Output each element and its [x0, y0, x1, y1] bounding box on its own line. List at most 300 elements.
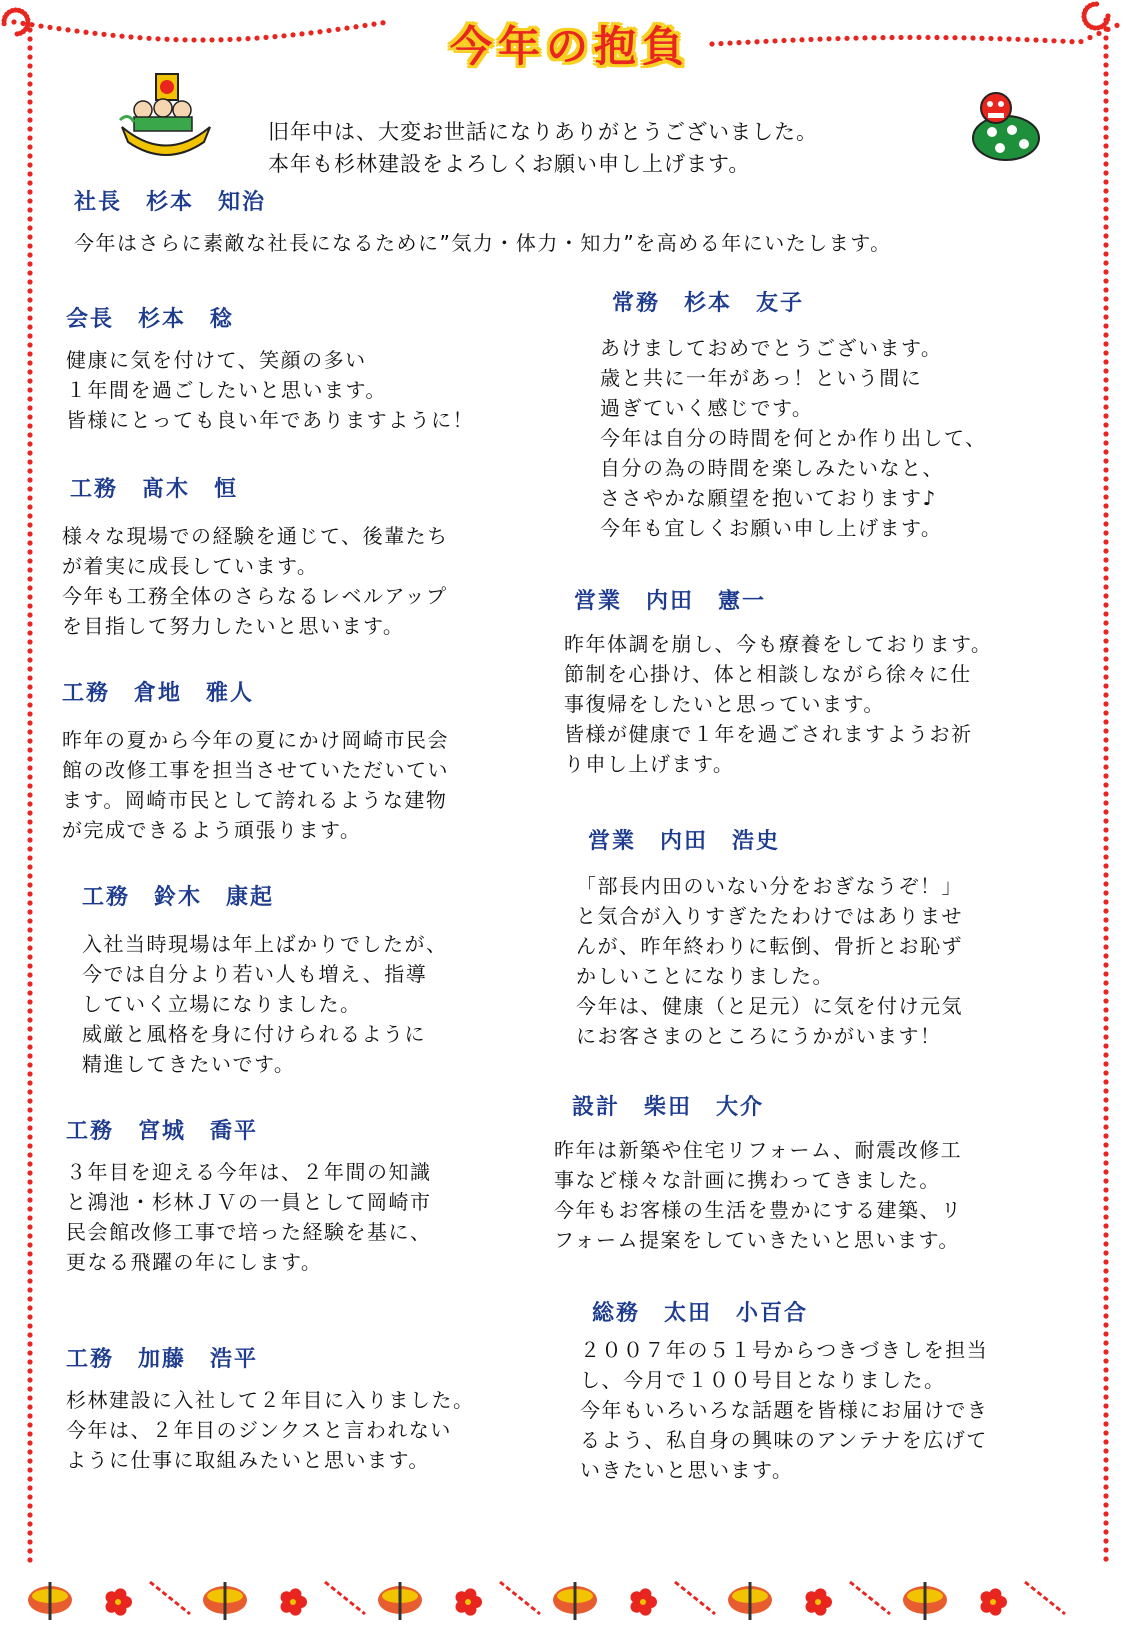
border-dot — [27, 576, 32, 581]
border-dot — [20, 21, 25, 26]
border-dot — [27, 198, 32, 203]
border-dot — [27, 1323, 32, 1328]
border-dot — [1103, 692, 1108, 697]
border-dot — [1103, 1142, 1108, 1147]
border-dot — [1103, 962, 1108, 967]
border-dot — [1069, 39, 1074, 44]
border-dot — [1094, 1, 1099, 6]
border-dot — [27, 1305, 32, 1310]
border-dot — [27, 225, 32, 230]
border-dot — [22, 11, 27, 16]
border-dot — [27, 360, 32, 365]
section-jomu — [600, 286, 987, 543]
border-dot — [1103, 1358, 1108, 1363]
border-dot — [1103, 1493, 1108, 1498]
border-dot — [245, 36, 250, 41]
border-dot — [1103, 89, 1108, 94]
border-dot — [1103, 1025, 1108, 1030]
border-dot — [1103, 1016, 1108, 1021]
border-dot — [27, 999, 32, 1004]
border-dot — [1103, 1412, 1108, 1417]
border-dot — [1103, 1061, 1108, 1066]
page-title: 今年の抱負 — [449, 22, 690, 71]
border-dot — [27, 324, 32, 329]
border-dot — [1105, 17, 1110, 22]
border-dot — [27, 1440, 32, 1445]
border-dot — [27, 135, 32, 140]
border-dot — [1103, 584, 1108, 589]
border-dot — [1103, 269, 1108, 274]
border-dot — [1103, 1331, 1108, 1336]
border-dot — [1103, 350, 1108, 355]
greeting-line: 本年も杉林建設をよろしくお願い申し上げます。 — [268, 152, 751, 176]
border-dot — [1103, 953, 1108, 958]
border-dot — [27, 1377, 32, 1382]
border-dot — [1103, 656, 1108, 661]
border-dot — [27, 918, 32, 923]
border-dot — [1103, 944, 1108, 949]
message-line: り申し上げます。 — [564, 752, 735, 776]
border-dot — [15, 31, 20, 36]
border-dot — [27, 1467, 32, 1472]
border-dot — [1114, 23, 1119, 28]
border-dot — [27, 1449, 32, 1454]
border-dot — [1103, 899, 1108, 904]
border-dot — [27, 603, 32, 608]
message-line: あけましておめでとうございます。 — [600, 336, 943, 360]
border-dot — [1103, 611, 1108, 616]
message-line: 事復帰をしたいと思っています。 — [564, 692, 885, 716]
border-dot — [27, 585, 32, 590]
border-dot — [27, 756, 32, 761]
border-dot — [27, 594, 32, 599]
border-dot — [27, 909, 32, 914]
message-line: 過ぎていく感じです。 — [600, 396, 814, 420]
border-dot — [308, 30, 313, 35]
border-dot — [1103, 827, 1108, 832]
border-dot — [1051, 38, 1056, 43]
border-dot — [47, 25, 52, 30]
message-line: ます。岡崎市民として誇れるような建物 — [62, 788, 448, 812]
message-line: と鴻池・杉林ＪＶの一員として岡崎市 — [66, 1190, 432, 1214]
border-dot — [27, 1350, 32, 1355]
border-dot — [1103, 674, 1108, 679]
border-dot — [27, 1314, 32, 1319]
border-dot — [27, 1404, 32, 1409]
staff-message — [62, 521, 449, 641]
border-dot — [218, 37, 223, 42]
border-dot — [27, 1476, 32, 1481]
border-dot — [1103, 431, 1108, 436]
border-dot — [1103, 1403, 1108, 1408]
border-dot — [1085, 5, 1090, 10]
border-dot — [27, 1395, 32, 1400]
border-dot — [1103, 629, 1108, 634]
border-dot — [27, 1530, 32, 1535]
border-dot — [27, 1422, 32, 1427]
border-dot — [835, 36, 840, 41]
border-dot — [1103, 602, 1108, 607]
border-dot — [27, 432, 32, 437]
border-dot — [27, 1494, 32, 1499]
border-dot — [1103, 836, 1108, 841]
border-dot — [754, 39, 759, 44]
border-dot — [1103, 1241, 1108, 1246]
border-dot — [27, 54, 32, 59]
message-line: いきたいと思います。 — [580, 1458, 794, 1482]
rope-icon — [1025, 1582, 1065, 1614]
border-dot — [27, 1026, 32, 1031]
border-dot — [7, 9, 12, 14]
border-dot — [27, 702, 32, 707]
border-dot — [1103, 1466, 1108, 1471]
border-dot — [1103, 503, 1108, 508]
border-dot — [1103, 512, 1108, 517]
border-dot — [1103, 1448, 1108, 1453]
border-dot — [236, 36, 241, 41]
border-dot — [27, 1134, 32, 1139]
section-president — [74, 185, 892, 258]
section-miyagi — [66, 1114, 432, 1277]
border-dot — [1103, 989, 1108, 994]
border-dot — [27, 207, 32, 212]
border-dot — [1103, 1034, 1108, 1039]
border-dot — [1103, 593, 1108, 598]
message-line: かしいことになりました。 — [576, 964, 834, 988]
border-dot — [27, 369, 32, 374]
border-dot — [263, 35, 268, 40]
border-dot — [25, 17, 30, 22]
border-dot — [1103, 863, 1108, 868]
border-dot — [27, 981, 32, 986]
border-dot — [27, 1458, 32, 1463]
border-dot — [1103, 143, 1108, 148]
border-dot — [898, 35, 903, 40]
border-dot — [27, 387, 32, 392]
border-dot — [1103, 980, 1108, 985]
border-dot — [27, 1341, 32, 1346]
rope-icon — [675, 1582, 715, 1614]
border-dot — [1103, 278, 1108, 283]
border-dot — [1103, 1169, 1108, 1174]
border-dot — [1103, 566, 1108, 571]
border-dot — [1103, 917, 1108, 922]
border-dot — [38, 23, 43, 28]
border-dot — [27, 900, 32, 905]
border-dot — [27, 522, 32, 527]
border-dot — [1103, 683, 1108, 688]
new-year-greeting — [268, 116, 818, 180]
border-dot — [27, 1485, 32, 1490]
border-dot — [13, 7, 18, 12]
border-dot — [1033, 37, 1038, 42]
border-dot — [27, 1512, 32, 1517]
border-dot — [781, 38, 786, 43]
staff-name: 工務 加藤 浩平 — [66, 1347, 259, 1372]
border-dot — [1103, 125, 1108, 130]
border-dot — [326, 28, 331, 33]
message-line: ３年目を迎える今年は、２年間の知識 — [66, 1160, 432, 1184]
border-dot — [1103, 494, 1108, 499]
border-dot — [1103, 368, 1108, 373]
border-dot — [1103, 1520, 1108, 1525]
message-line: 健康に気を付けて、笑顔の多い — [66, 348, 367, 372]
plum-flower-icon — [806, 1588, 832, 1615]
border-dot — [1103, 359, 1108, 364]
border-dot — [1103, 1376, 1108, 1381]
spinning-top-icon — [553, 1582, 597, 1620]
message-line: 「部長内田のいない分をおぎなうぞ！」 — [576, 874, 963, 898]
section-takagi — [62, 472, 449, 641]
border-dot — [27, 1287, 32, 1292]
border-dot — [1103, 1259, 1108, 1264]
border-dot — [1024, 37, 1029, 42]
border-dot — [74, 28, 79, 33]
staff-name: 工務 宮城 喬平 — [66, 1119, 259, 1144]
border-dot — [1103, 1385, 1108, 1390]
border-dot — [27, 774, 32, 779]
border-dot — [1103, 80, 1108, 85]
border-dot — [83, 30, 88, 35]
border-dot — [1103, 1214, 1108, 1219]
border-dot — [1103, 1340, 1108, 1345]
border-dot — [1103, 1232, 1108, 1237]
border-dot — [27, 567, 32, 572]
border-dot — [27, 747, 32, 752]
border-dot — [27, 783, 32, 788]
border-dot — [27, 873, 32, 878]
border-dot — [1103, 161, 1108, 166]
border-dot — [1103, 1502, 1108, 1507]
border-dot — [27, 1278, 32, 1283]
border-dot — [1103, 665, 1108, 670]
border-dot — [27, 1008, 32, 1013]
message-line: 皆様が健康で１年を過ごされますようお祈 — [564, 722, 973, 746]
plum-flower-icon — [281, 1588, 307, 1615]
border-dot — [27, 1413, 32, 1418]
border-dot — [1103, 341, 1108, 346]
border-dot — [1103, 314, 1108, 319]
border-dot — [1103, 53, 1108, 58]
staff-name: 総務 太田 小百合 — [592, 1301, 809, 1326]
border-dot — [155, 36, 160, 41]
border-dot — [1103, 1457, 1108, 1462]
border-dot — [29, 22, 34, 27]
border-dot — [1103, 1124, 1108, 1129]
border-dot — [1103, 251, 1108, 256]
border-dot — [27, 288, 32, 293]
border-dot — [380, 20, 385, 25]
border-dot — [1042, 38, 1047, 43]
border-dot — [934, 35, 939, 40]
section-uchida-kenichi — [564, 584, 993, 779]
border-dot — [18, 31, 23, 36]
border-dot — [1103, 413, 1108, 418]
border-dot — [1103, 485, 1108, 490]
border-dot — [4, 12, 9, 17]
border-dot — [27, 711, 32, 716]
message-line: るよう、私自身の興味のアンテナを広げて — [580, 1428, 988, 1452]
border-dot — [27, 549, 32, 554]
border-dot — [27, 1539, 32, 1544]
border-dot — [27, 1170, 32, 1175]
border-dot — [27, 1152, 32, 1157]
border-dot — [1103, 1295, 1108, 1300]
border-dot — [1103, 539, 1108, 544]
border-dot — [27, 1269, 32, 1274]
border-dot — [27, 990, 32, 995]
border-dot — [1103, 935, 1108, 940]
border-dot — [1103, 791, 1108, 796]
border-dot — [2, 18, 7, 23]
border-dot — [1103, 206, 1108, 211]
message-line: 昨年体調を崩し、今も療養をしております。 — [564, 632, 993, 656]
border-dot — [1103, 1052, 1108, 1057]
staff-name: 常務 杉本 友子 — [612, 291, 805, 316]
border-dot — [27, 810, 32, 815]
section-kurachi — [62, 676, 449, 845]
border-dot — [1103, 467, 1108, 472]
border-dot — [1103, 44, 1108, 49]
border-dot — [1103, 854, 1108, 859]
border-dot — [1103, 1196, 1108, 1201]
section-uchida-hiroshi — [576, 824, 963, 1051]
border-dot — [27, 864, 32, 869]
border-dot — [27, 1386, 32, 1391]
border-dot — [1103, 1394, 1108, 1399]
border-dot — [1103, 701, 1108, 706]
border-dot — [1087, 35, 1092, 40]
border-dot — [1101, 22, 1106, 27]
border-dot — [27, 693, 32, 698]
message-line: 昨年は新築や住宅リフォーム、耐震改修工 — [554, 1138, 963, 1162]
border-dot — [1103, 188, 1108, 193]
border-dot — [191, 37, 196, 42]
message-line: 今年は、健康（と足元）に気を付け元気 — [576, 994, 963, 1018]
border-dot — [1096, 31, 1101, 36]
border-dot — [1103, 395, 1108, 400]
border-dot — [146, 36, 151, 41]
border-dot — [1103, 764, 1108, 769]
staff-message — [580, 1335, 989, 1485]
border-dot — [1103, 746, 1108, 751]
border-dot — [1103, 1115, 1108, 1120]
section-ota — [580, 1296, 989, 1485]
border-dot — [1103, 1268, 1108, 1273]
border-dot — [1092, 25, 1097, 30]
border-dot — [1103, 908, 1108, 913]
border-dot — [1103, 71, 1108, 76]
border-dot — [1082, 17, 1087, 22]
border-dot — [1103, 881, 1108, 886]
border-dot — [27, 1053, 32, 1058]
message-line: 自分の為の時間を楽しみたいなと、 — [600, 456, 944, 480]
border-dot — [763, 39, 768, 44]
border-dot — [1103, 1178, 1108, 1183]
border-dot — [1103, 1205, 1108, 1210]
lion-dance-icon — [968, 88, 1043, 166]
border-dot — [27, 1107, 32, 1112]
border-dot — [27, 648, 32, 653]
border-dot — [1103, 305, 1108, 310]
border-dot — [1103, 134, 1108, 139]
border-dot — [1103, 449, 1108, 454]
message-line: 杉林建設に入社して２年目に入りました。 — [66, 1388, 475, 1412]
border-dot — [1103, 845, 1108, 850]
border-dot — [27, 846, 32, 851]
plum-flower-icon — [981, 1588, 1007, 1615]
border-dot — [1086, 23, 1091, 28]
border-dot — [27, 486, 32, 491]
border-dot — [1103, 710, 1108, 715]
border-dot — [27, 513, 32, 518]
border-dot — [27, 261, 32, 266]
border-dot — [1103, 1043, 1108, 1048]
border-dot — [1103, 62, 1108, 67]
border-dot — [1103, 440, 1108, 445]
border-dot — [27, 684, 32, 689]
border-dot — [27, 720, 32, 725]
border-dot — [988, 36, 993, 41]
border-dot — [27, 297, 32, 302]
message-line: フォーム提案をしていきたいと思います。 — [554, 1228, 960, 1252]
border-dot — [27, 1044, 32, 1049]
message-line: 精進してきたいです。 — [82, 1052, 296, 1076]
border-dot — [1103, 1160, 1108, 1165]
message-line: 今年は、２年目のジンクスと言われない — [66, 1418, 452, 1442]
staff-message — [66, 1385, 475, 1475]
border-dot — [27, 1251, 32, 1256]
border-dot — [1103, 98, 1108, 103]
border-dot — [27, 945, 32, 950]
border-dot — [27, 1080, 32, 1085]
border-dot — [27, 1062, 32, 1067]
border-dot — [110, 33, 115, 38]
border-dot — [1103, 1367, 1108, 1372]
border-dot — [27, 45, 32, 50]
border-dot — [1103, 242, 1108, 247]
border-dot — [1103, 1322, 1108, 1327]
border-dot — [27, 459, 32, 464]
message-line: １年間を過ごしたいと思います。 — [66, 378, 387, 402]
border-dot — [27, 1359, 32, 1364]
staff-name: 工務 鈴木 康起 — [82, 885, 275, 910]
message-line: ように仕事に取組みたいと思います。 — [66, 1448, 430, 1472]
border-dot — [27, 1098, 32, 1103]
border-dot — [27, 162, 32, 167]
rope-icon — [325, 1582, 365, 1614]
message-line: 今年も宜しくお願い申し上げます。 — [600, 516, 943, 540]
staff-message — [74, 228, 892, 258]
border-dot — [27, 144, 32, 149]
staff-name: 工務 髙木 恒 — [70, 477, 239, 502]
border-dot — [1103, 1133, 1108, 1138]
border-dot — [371, 22, 376, 27]
border-dot — [2, 21, 7, 26]
border-dot — [27, 765, 32, 770]
message-line: んが、昨年終わりに転倒、骨折とお恥ず — [576, 934, 963, 958]
border-dot — [790, 38, 795, 43]
border-dot — [1103, 170, 1108, 175]
rope-icon — [150, 1582, 190, 1614]
border-dot — [27, 378, 32, 383]
staff-name: 会長 杉本 稔 — [66, 307, 235, 332]
border-dot — [65, 27, 70, 32]
border-dot — [1103, 179, 1108, 184]
border-dot — [182, 37, 187, 42]
border-dot — [1103, 1349, 1108, 1354]
border-dot — [880, 35, 885, 40]
